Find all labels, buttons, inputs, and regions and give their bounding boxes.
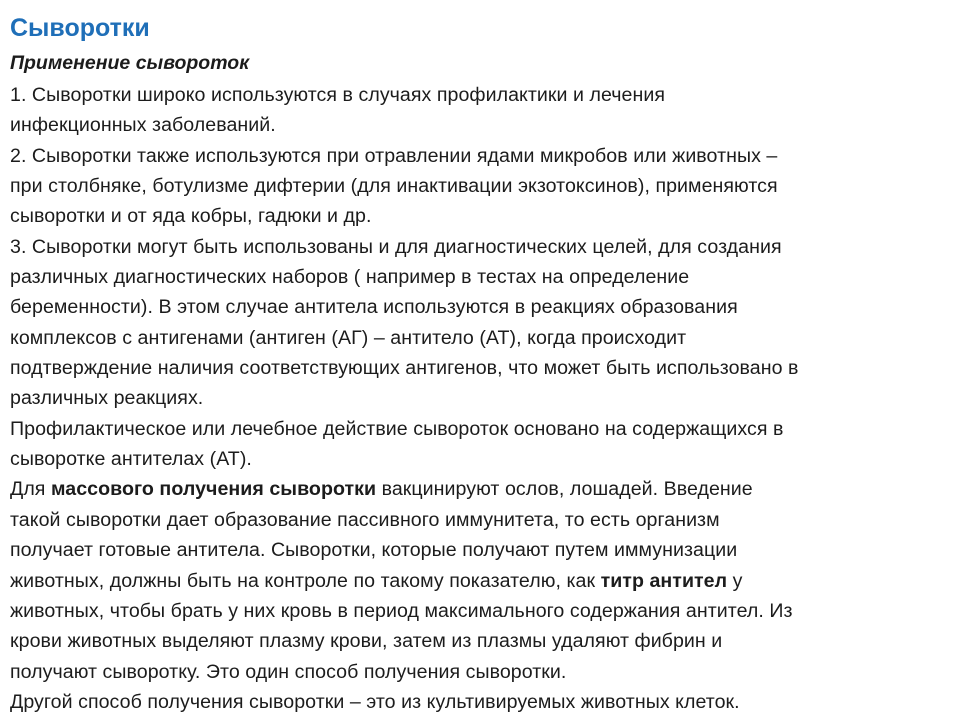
text-line: такой сыворотки дает образование пассивного иммунитета, то есть организм [10, 508, 720, 531]
bold-phrase: титр антител [600, 569, 728, 592]
text-line: животных, должны быть на контроле по такому показателю, как титр антител у [10, 569, 743, 592]
text-line: 3. Сыворотки могут быть использованы и для диагностических целей, для создания [10, 235, 782, 258]
text-line: различных реакциях. [10, 387, 204, 410]
text-line: Профилактическое или лечебное действие сывороток основано на содержащихся в [10, 417, 784, 440]
text-line: сыворотке антителах (АТ). [10, 448, 252, 471]
body-text [10, 80, 955, 717]
text-line: 2. Сыворотки также используются при отравлении ядами микробов или животных – [10, 144, 778, 167]
text-line: сыворотки и от яда кобры, гадюки и др. [10, 205, 372, 228]
text-line: 1. Сыворотки широко используются в случаях профилактики и лечения [10, 84, 665, 106]
bold-phrase: массового получения сыворотки [50, 478, 377, 501]
text-line: беременности). В этом случае антитела используются в реакциях образования [10, 296, 738, 319]
text-line: различных диагностических наборов ( например в тестах на определение [10, 266, 690, 289]
slide-subtitle: Применение сывороток [10, 52, 250, 74]
text-line: крови животных выделяют плазму крови, затем из плазмы удаляют фибрин и [10, 630, 723, 653]
text-line: получают сыворотку. Это один способ получения сыворотки. [10, 660, 567, 683]
text-line: Для массового получения сыворотки вакцинируют ослов, лошадей. Введение [10, 478, 753, 501]
text-line: инфекционных заболеваний. [10, 114, 276, 137]
text-line: подтверждение наличия соответствующих антигенов, что может быть использовано в [10, 357, 799, 380]
text-line: Другой способ получения сыворотки – это из культивируемых животных клеток. [10, 690, 740, 713]
text-line: животных, чтобы брать у них кровь в период максимального содержания антител. Из [10, 599, 793, 622]
text-line: при столбняке, ботулизме дифтерии (для инактивации экзотоксинов), применяются [10, 175, 778, 198]
text-line: получает готовые антитела. Сыворотки, которые получают путем иммунизации [10, 539, 738, 562]
text-line: комплексов с антигенами (антиген (АГ) – антитело (АТ), когда происходит [10, 326, 687, 349]
slide-title: Сыворотки [10, 14, 150, 42]
